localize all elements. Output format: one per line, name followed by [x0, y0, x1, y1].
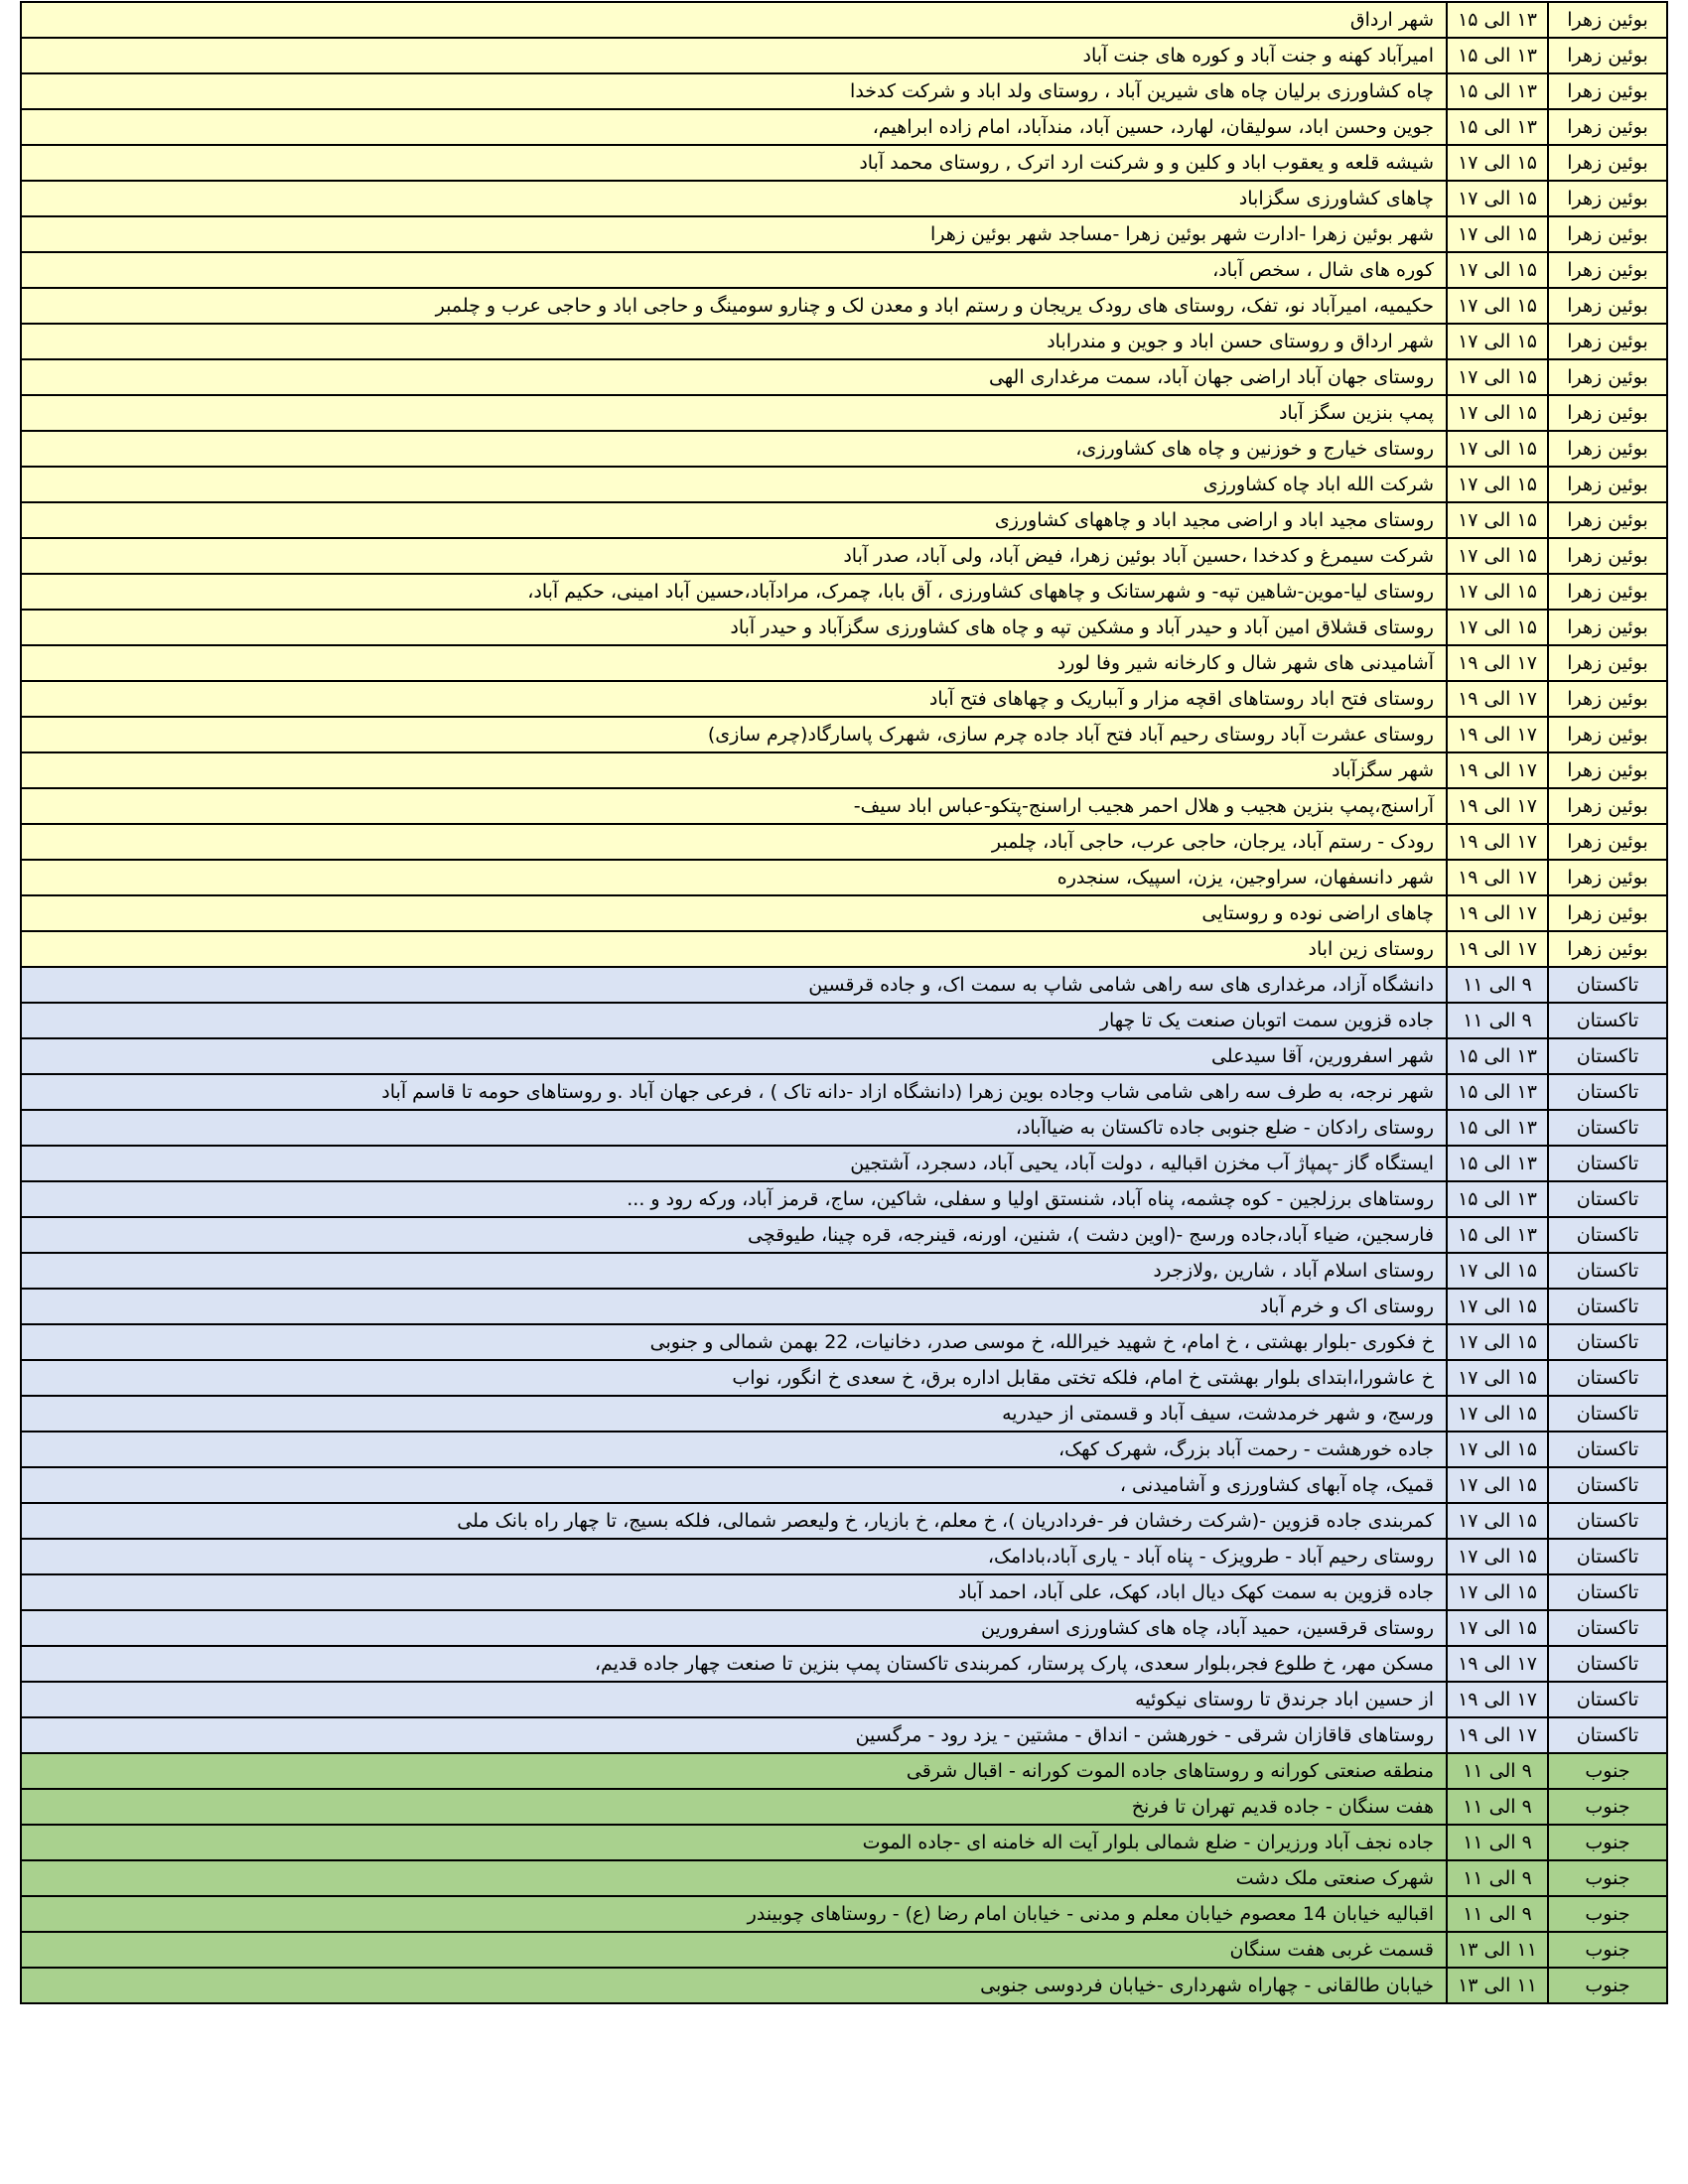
table-row [21, 824, 1667, 860]
time-cell: ۱۳ الی ۱۵ [1447, 1110, 1548, 1146]
time-cell: ۹ الی ۱۱ [1447, 1789, 1548, 1825]
area-cell: شرکت سیمرغ و کدخدا ،حسین آباد بوئین زهرا، فیض آباد، ولی آباد، صدر آباد [21, 538, 1447, 574]
region-cell: تاکستان [1548, 1003, 1667, 1038]
time-cell: ۱۷ الی ۱۹ [1447, 1717, 1548, 1753]
area-cell: امیرآباد کهنه و جنت آباد و کوره های جنت آباد [21, 38, 1447, 73]
region-cell: تاکستان [1548, 1432, 1667, 1467]
area-cell: شهر دانسفهان، سراوجین، یزن، اسپیک، سنجدره [21, 860, 1447, 895]
time-cell: ۱۷ الی ۱۹ [1447, 1682, 1548, 1717]
area-cell: روستاهای قاقازان شرقی - خورهشن - انداق - مشتین - یزد رود - مرگسین [21, 1717, 1447, 1753]
table-row [21, 1717, 1667, 1753]
blackout-schedule-table [20, 1, 1668, 2004]
region-cell: تاکستان [1548, 1574, 1667, 1610]
area-cell: جاده قزوین سمت اتوبان صنعت یک تا چهار [21, 1003, 1447, 1038]
time-cell: ۱۳ الی ۱۵ [1447, 1146, 1548, 1181]
area-cell: ایستگاه گاز -پمپاژ آب مخزن اقبالیه ، دولت آباد، یحیی آباد، دسجرد، آشتجین [21, 1146, 1447, 1181]
table-row [21, 645, 1667, 681]
table-row [21, 717, 1667, 752]
table-row [21, 1789, 1667, 1825]
area-cell: روستاهای برزلجین - کوه چشمه، پناه آباد، شنستق اولیا و سفلی، شاکین، ساج، قرمز آباد، ورکه رود و ... [21, 1181, 1447, 1217]
region-cell: بوئین زهرا [1548, 395, 1667, 431]
table-row [21, 1432, 1667, 1467]
region-cell: بوئین زهرا [1548, 216, 1667, 252]
table-row [21, 145, 1667, 181]
time-cell: ۱۵ الی ۱۷ [1447, 1289, 1548, 1324]
area-cell: جوین وحسن اباد، سولیقان، لهارد، حسین آباد، مندآباد، امام زاده ابراهیم، [21, 109, 1447, 145]
time-cell: ۱۵ الی ۱۷ [1447, 1396, 1548, 1432]
time-cell: ۱۵ الی ۱۷ [1447, 1539, 1548, 1574]
table-row [21, 1539, 1667, 1574]
time-cell: ۱۵ الی ۱۷ [1447, 431, 1548, 467]
table-row [21, 431, 1667, 467]
region-cell: تاکستان [1548, 1539, 1667, 1574]
area-cell: روستای عشرت آباد روستای رحیم آباد فتح آباد جاده چرم سازی، شهرک پاسارگاد(چرم سازی) [21, 717, 1447, 752]
region-cell: بوئین زهرا [1548, 502, 1667, 538]
area-cell: جاده قزوین به سمت کهک دیال اباد، کهک، علی آباد، احمد آباد [21, 1574, 1447, 1610]
table-row [21, 1038, 1667, 1074]
table-row [21, 252, 1667, 288]
region-cell: تاکستان [1548, 1038, 1667, 1074]
region-cell: بوئین زهرا [1548, 931, 1667, 967]
area-cell: کمربندی جاده قزوین -(شرکت رخشان فر -فردادریان )، خ معلم، خ بازیار، خ ولیعصر شمالی، فلکه بسیج، تا چهار راه بانک ملی [21, 1503, 1447, 1539]
table-row [21, 216, 1667, 252]
region-cell: تاکستان [1548, 1396, 1667, 1432]
time-cell: ۱۵ الی ۱۷ [1447, 574, 1548, 610]
area-cell: روستای قرقسین، حمید آباد، چاه های کشاورزی اسفرورین [21, 1610, 1447, 1646]
table-row [21, 1503, 1667, 1539]
area-cell: اقبالیه خیابان 14 معصوم خیابان معلم و مدنی - خیابان امام رضا (ع) - روستاهای چوبیندر [21, 1896, 1447, 1932]
time-cell: ۱۵ الی ۱۷ [1447, 324, 1548, 359]
time-cell: ۱۵ الی ۱۷ [1447, 1360, 1548, 1396]
area-cell: چاهای اراضی نوده و روستایی [21, 895, 1447, 931]
table-row [21, 538, 1667, 574]
region-cell: تاکستان [1548, 1074, 1667, 1110]
area-cell: چاهای کشاورزی سگزاباد [21, 181, 1447, 216]
area-cell: پمپ بنزین سگز آباد [21, 395, 1447, 431]
region-cell: بوئین زهرا [1548, 610, 1667, 645]
region-cell: بوئین زهرا [1548, 431, 1667, 467]
region-cell: بوئین زهرا [1548, 538, 1667, 574]
region-cell: بوئین زهرا [1548, 895, 1667, 931]
area-cell: روستای رادکان - ضلع جنوبی جاده تاکستان به ضیاآباد، [21, 1110, 1447, 1146]
schedule-rows [21, 2, 1667, 2003]
time-cell: ۱۵ الی ۱۷ [1447, 145, 1548, 181]
area-cell: قسمت غربی هفت سنگان [21, 1932, 1447, 1968]
table-row [21, 610, 1667, 645]
time-cell: ۱۵ الی ۱۷ [1447, 1610, 1548, 1646]
region-cell: بوئین زهرا [1548, 359, 1667, 395]
area-cell: روستای رحیم آباد - طرویزک - پناه آباد - یاری آباد،بادامک، [21, 1539, 1447, 1574]
area-cell: روستای جهان آباد اراضی جهان آباد، سمت مرغداری الهی [21, 359, 1447, 395]
area-cell: آراسنج،پمپ بنزین هجیب و هلال احمر هجیب اراسنج-پتکو-عباس اباد سیف- [21, 788, 1447, 824]
region-cell: تاکستان [1548, 1253, 1667, 1289]
table-row [21, 502, 1667, 538]
time-cell: ۹ الی ۱۱ [1447, 1860, 1548, 1896]
time-cell: ۱۷ الی ۱۹ [1447, 645, 1548, 681]
area-cell: جاده خورهشت - رحمت آباد بزرگ، شهرک کهک، [21, 1432, 1447, 1467]
area-cell: جاده نجف آباد ورزیران - ضلع شمالی بلوار آیت اله خامنه ای -جاده الموت [21, 1825, 1447, 1860]
region-cell: تاکستان [1548, 1217, 1667, 1253]
table-row [21, 860, 1667, 895]
table-row [21, 395, 1667, 431]
area-cell: هفت سنگان - جاده قدیم تهران تا فرنخ [21, 1789, 1447, 1825]
table-row [21, 1181, 1667, 1217]
region-cell: جنوب [1548, 1825, 1667, 1860]
area-cell: شرکت الله اباد چاه کشاورزی [21, 467, 1447, 502]
area-cell: شهر بوئین زهرا -ادارت شهر بوئین زهرا -مساجد شهر بوئین زهرا [21, 216, 1447, 252]
region-cell: جنوب [1548, 1753, 1667, 1789]
table-row [21, 1289, 1667, 1324]
table-row [21, 1360, 1667, 1396]
table-row [21, 359, 1667, 395]
table-row [21, 1003, 1667, 1038]
table-row [21, 288, 1667, 324]
time-cell: ۱۵ الی ۱۷ [1447, 181, 1548, 216]
area-cell: ورسج، و شهر خرمدشت، سیف آباد و قسمتی از حیدریه [21, 1396, 1447, 1432]
region-cell: جنوب [1548, 1896, 1667, 1932]
region-cell: بوئین زهرا [1548, 324, 1667, 359]
table-row [21, 1825, 1667, 1860]
table-row [21, 1646, 1667, 1682]
time-cell: ۱۵ الی ۱۷ [1447, 216, 1548, 252]
region-cell: بوئین زهرا [1548, 752, 1667, 788]
time-cell: ۹ الی ۱۱ [1447, 967, 1548, 1003]
region-cell: تاکستان [1548, 1324, 1667, 1360]
table-row [21, 1110, 1667, 1146]
table-row [21, 967, 1667, 1003]
table-row [21, 788, 1667, 824]
area-cell: منطقه صنعتی کورانه و روستاهای جاده الموت کورانه - اقبال شرقی [21, 1753, 1447, 1789]
table-row [21, 73, 1667, 109]
area-cell: شهر سگزآباد [21, 752, 1447, 788]
region-cell: بوئین زهرا [1548, 38, 1667, 73]
area-cell: شیشه قلعه و یعقوب اباد و کلین و و شرکنت ارد اترک , روستای محمد آباد [21, 145, 1447, 181]
time-cell: ۱۷ الی ۱۹ [1447, 931, 1548, 967]
region-cell: تاکستان [1548, 1646, 1667, 1682]
region-cell: بوئین زهرا [1548, 645, 1667, 681]
time-cell: ۱۷ الی ۱۹ [1447, 1646, 1548, 1682]
area-cell: روستای خیارج و خوزنین و چاه های کشاورزی، [21, 431, 1447, 467]
table-row [21, 2, 1667, 38]
region-cell: تاکستان [1548, 1467, 1667, 1503]
table-row [21, 1467, 1667, 1503]
table-row [21, 1968, 1667, 2003]
time-cell: ۱۷ الی ۱۹ [1447, 860, 1548, 895]
time-cell: ۱۵ الی ۱۷ [1447, 1467, 1548, 1503]
time-cell: ۱۵ الی ۱۷ [1447, 502, 1548, 538]
table-row [21, 1860, 1667, 1896]
time-cell: ۱۳ الی ۱۵ [1447, 73, 1548, 109]
region-cell: تاکستان [1548, 1110, 1667, 1146]
table-row [21, 181, 1667, 216]
region-cell: بوئین زهرا [1548, 2, 1667, 38]
table-row [21, 1753, 1667, 1789]
time-cell: ۱۳ الی ۱۵ [1447, 2, 1548, 38]
area-cell: خ فکوری -بلوار بهشتی ، خ امام، خ شهید خیرالله، خ موسی صدر، دخانیات، 22 بهمن شمالی و جنوبی [21, 1324, 1447, 1360]
area-cell: چاه کشاورزی برلیان چاه های شیرین آباد ، روستای ولد اباد و شرکت کدخدا [21, 73, 1447, 109]
area-cell: شهر ارداق و روستای حسن اباد و جوین و مندراباد [21, 324, 1447, 359]
region-cell: بوئین زهرا [1548, 252, 1667, 288]
region-cell: تاکستان [1548, 1503, 1667, 1539]
area-cell: حکیمیه، امیرآباد نو، تفک، روستای های رودک یریجان و رستم اباد و معدن لک و چنارو سومینگ و حاجی اباد و حاجی عرب و چلمبر [21, 288, 1447, 324]
area-cell: شهر ارداق [21, 2, 1447, 38]
area-cell: آشامیدنی های شهر شال و کارخانه شیر وفا لورد [21, 645, 1447, 681]
table-row [21, 1682, 1667, 1717]
time-cell: ۱۵ الی ۱۷ [1447, 1432, 1548, 1467]
area-cell: خ عاشورا،ابتدای بلوار بهشتی خ امام، فلکه تختی مقابل اداره برق، خ سعدی خ انگور، نواب [21, 1360, 1447, 1396]
time-cell: ۹ الی ۱۱ [1447, 1003, 1548, 1038]
region-cell: جنوب [1548, 1789, 1667, 1825]
table-row [21, 1324, 1667, 1360]
time-cell: ۱۵ الی ۱۷ [1447, 252, 1548, 288]
time-cell: ۱۷ الی ۱۹ [1447, 752, 1548, 788]
region-cell: بوئین زهرا [1548, 145, 1667, 181]
time-cell: ۱۱ الی ۱۳ [1447, 1932, 1548, 1968]
region-cell: بوئین زهرا [1548, 181, 1667, 216]
time-cell: ۱۳ الی ۱۵ [1447, 1181, 1548, 1217]
area-cell: روستای لیا-موین-شاهین تپه- و شهرستانک و چاههای کشاورزی ، آق بابا، چمرک، مرادآباد،حسین آباد امینی، حکیم آباد، [21, 574, 1447, 610]
time-cell: ۱۳ الی ۱۵ [1447, 1074, 1548, 1110]
region-cell: بوئین زهرا [1548, 73, 1667, 109]
area-cell: روستای فتح اباد روستاهای اقچه مزار و آبباریک و چهاهای فتح آباد [21, 681, 1447, 717]
table-row [21, 895, 1667, 931]
area-cell: از حسین اباد جرندق تا روستای نیکوئیه [21, 1682, 1447, 1717]
region-cell: تاکستان [1548, 1682, 1667, 1717]
region-cell: بوئین زهرا [1548, 860, 1667, 895]
region-cell: تاکستان [1548, 1717, 1667, 1753]
area-cell: فارسجین، ضیاء آباد،جاده ورسج -(اوین دشت )، شنین، اورنه، قینرجه، قره چینا، طیوقچی [21, 1217, 1447, 1253]
table-row [21, 1217, 1667, 1253]
table-row [21, 38, 1667, 73]
region-cell: تاکستان [1548, 1289, 1667, 1324]
table-row [21, 681, 1667, 717]
time-cell: ۹ الی ۱۱ [1447, 1896, 1548, 1932]
table-row [21, 1932, 1667, 1968]
region-cell: بوئین زهرا [1548, 288, 1667, 324]
region-cell: تاکستان [1548, 1360, 1667, 1396]
time-cell: ۱۵ الی ۱۷ [1447, 1324, 1548, 1360]
area-cell: شهر نرجه، به طرف سه راهی شامی شاب وجاده بوین زهرا (دانشگاه ازاد -دانه تاک ) ، فرعی جهان آباد .و روستاهای حومه تا قاسم آباد [21, 1074, 1447, 1110]
time-cell: ۱۵ الی ۱۷ [1447, 538, 1548, 574]
time-cell: ۱۱ الی ۱۳ [1447, 1968, 1548, 2003]
time-cell: ۱۳ الی ۱۵ [1447, 1038, 1548, 1074]
time-cell: ۱۷ الی ۱۹ [1447, 717, 1548, 752]
region-cell: بوئین زهرا [1548, 681, 1667, 717]
region-cell: بوئین زهرا [1548, 717, 1667, 752]
area-cell: قمیک، چاه آبهای کشاورزی و آشامیدنی ، [21, 1467, 1447, 1503]
time-cell: ۱۳ الی ۱۵ [1447, 1217, 1548, 1253]
time-cell: ۹ الی ۱۱ [1447, 1825, 1548, 1860]
time-cell: ۱۷ الی ۱۹ [1447, 788, 1548, 824]
table-row [21, 324, 1667, 359]
time-cell: ۱۵ الی ۱۷ [1447, 395, 1548, 431]
table-row [21, 574, 1667, 610]
region-cell: جنوب [1548, 1968, 1667, 2003]
area-cell: خیابان طالقانی - چهاراه شهرداری -خیابان فردوسی جنوبی [21, 1968, 1447, 2003]
region-cell: تاکستان [1548, 1146, 1667, 1181]
table-row [21, 931, 1667, 967]
time-cell: ۱۵ الی ۱۷ [1447, 1503, 1548, 1539]
table-row [21, 1610, 1667, 1646]
time-cell: ۱۷ الی ۱۹ [1447, 681, 1548, 717]
area-cell: کوره های شال ، سخص آباد، [21, 252, 1447, 288]
time-cell: ۱۵ الی ۱۷ [1447, 610, 1548, 645]
region-cell: بوئین زهرا [1548, 824, 1667, 860]
region-cell: جنوب [1548, 1932, 1667, 1968]
time-cell: ۱۵ الی ۱۷ [1447, 467, 1548, 502]
table-row [21, 1396, 1667, 1432]
region-cell: بوئین زهرا [1548, 574, 1667, 610]
area-cell: روستای مجید اباد و اراضی مجید اباد و چاههای کشاورزی [21, 502, 1447, 538]
region-cell: تاکستان [1548, 1181, 1667, 1217]
time-cell: ۱۵ الی ۱۷ [1447, 1574, 1548, 1610]
region-cell: بوئین زهرا [1548, 467, 1667, 502]
table-row [21, 752, 1667, 788]
area-cell: مسکن مهر، خ طلوع فجر،بلوار سعدی، پارک پرستار، کمربندی تاکستان پمپ بنزین تا صنعت چهار جاده قدیم، [21, 1646, 1447, 1682]
time-cell: ۱۳ الی ۱۵ [1447, 38, 1548, 73]
table-row [21, 1074, 1667, 1110]
region-cell: تاکستان [1548, 967, 1667, 1003]
time-cell: ۹ الی ۱۱ [1447, 1753, 1548, 1789]
region-cell: بوئین زهرا [1548, 788, 1667, 824]
time-cell: ۱۷ الی ۱۹ [1447, 824, 1548, 860]
time-cell: ۱۵ الی ۱۷ [1447, 359, 1548, 395]
table-row [21, 467, 1667, 502]
table-row [21, 1253, 1667, 1289]
area-cell: شهرک صنعتی ملک دشت [21, 1860, 1447, 1896]
time-cell: ۱۳ الی ۱۵ [1447, 109, 1548, 145]
region-cell: تاکستان [1548, 1610, 1667, 1646]
area-cell: روستای زین اباد [21, 931, 1447, 967]
area-cell: روستای اک و خرم آباد [21, 1289, 1447, 1324]
time-cell: ۱۷ الی ۱۹ [1447, 895, 1548, 931]
table-row [21, 109, 1667, 145]
table-row [21, 1896, 1667, 1932]
area-cell: شهر اسفرورین، آقا سیدعلی [21, 1038, 1447, 1074]
region-cell: جنوب [1548, 1860, 1667, 1896]
region-cell: بوئین زهرا [1548, 109, 1667, 145]
table-row [21, 1574, 1667, 1610]
time-cell: ۱۵ الی ۱۷ [1447, 288, 1548, 324]
area-cell: دانشگاه آزاد، مرغداری های سه راهی شامی شاپ به سمت اک، و جاده قرقسین [21, 967, 1447, 1003]
table-row [21, 1146, 1667, 1181]
area-cell: رودک - رستم آباد، یرجان، حاجی عرب، حاجی آباد، چلمبر [21, 824, 1447, 860]
time-cell: ۱۵ الی ۱۷ [1447, 1253, 1548, 1289]
area-cell: روستای اسلام آباد ، شارین ,ولازجرد [21, 1253, 1447, 1289]
area-cell: روستای قشلاق امین آباد و حیدر آباد و مشکین تپه و چاه های کشاورزی سگزآباد و حیدر آباد [21, 610, 1447, 645]
